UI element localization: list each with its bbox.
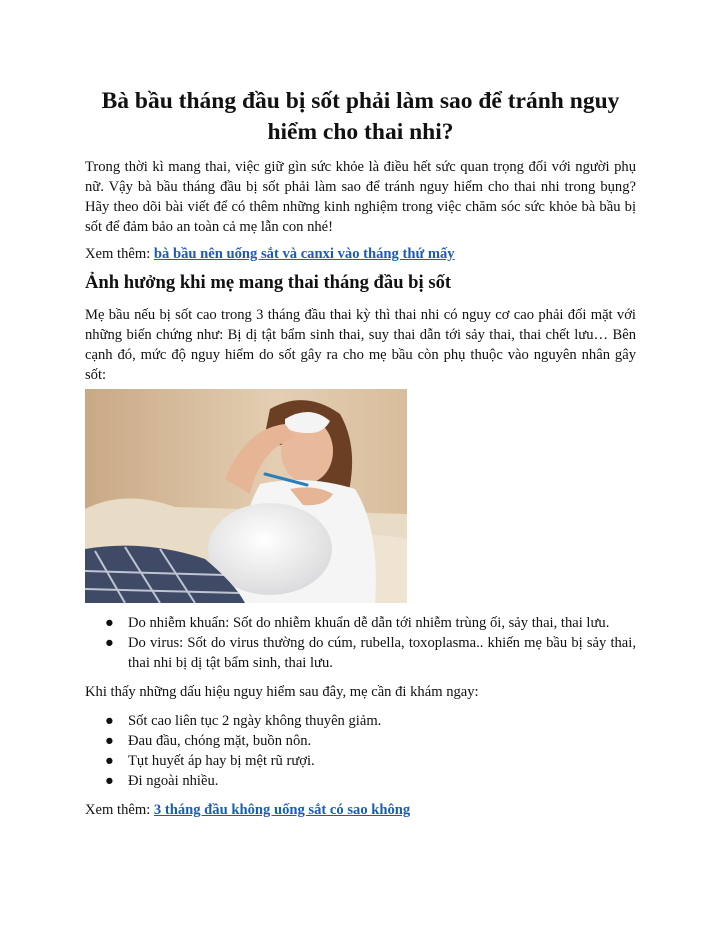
list-item-text: Đau đầu, chóng mặt, buồn nôn. xyxy=(128,733,312,749)
warning-paragraph: Khi thấy những dấu hiệu nguy hiểm sau đây, mẹ cần đi khám ngay: xyxy=(85,684,479,700)
see-also-2-link[interactable]: 3 tháng đầu không uống sắt có sao không xyxy=(153,802,411,818)
see-also-1-prefix: Xem thêm: xyxy=(85,246,154,262)
list-item xyxy=(85,711,636,731)
list-item xyxy=(85,771,636,791)
list-item-text: Do virus: Sốt do virus thường do cúm, rubella, toxoplasma.. khiến mẹ bầu bị sảy thai, thai nhi bị dị tật bẩm sinh, thai lưu. xyxy=(128,635,636,671)
fever-causes-list xyxy=(85,613,636,673)
intro-paragraph: Trong thời kì mang thai, việc giữ gìn sức khỏe là điều hết sức quan trọng đối với người phụ nữ. Vậy bà bầu tháng đầu bị sốt phải làm sao để tránh nguy hiểm cho thai nhi trong bụng? Hãy theo dõi bài viết để có thêm những kinh nghiệm trong việc chăm sóc sức khỏe bà bầu bị sốt để đảm bảo an toàn cả mẹ lẫn con nhé! xyxy=(85,159,636,235)
see-also-1-link[interactable]: bà bầu nên uống sắt và canxi vào tháng thứ mấy xyxy=(153,246,455,262)
bullet-icon: ● xyxy=(105,773,114,789)
see-also-2 xyxy=(85,800,636,820)
list-item-text: Đi ngoài nhiều. xyxy=(128,773,219,789)
bullet-icon: ● xyxy=(105,733,114,749)
see-also-1 xyxy=(85,244,636,264)
bullet-icon: ● xyxy=(105,615,114,631)
section-heading: Ảnh hưởng khi mẹ mang thai tháng đầu bị sốt xyxy=(85,272,452,293)
bullet-icon: ● xyxy=(105,753,114,769)
list-item xyxy=(85,613,636,633)
list-item xyxy=(85,751,636,771)
see-also-2-prefix: Xem thêm: xyxy=(85,802,154,818)
list-item xyxy=(85,731,636,751)
effects-paragraph: Mẹ bầu nếu bị sốt cao trong 3 tháng đầu thai kỳ thì thai nhi có nguy cơ cao phải đối mặt với những biến chứng như: Bị dị tật bẩm sinh thai, suy thai dẫn tới sảy thai, thai chết lưu… Bên cạnh đó, mức độ nguy hiểm do sốt gây ra cho mẹ bầu còn phụ thuộc vào nguyên nhân gây sốt: xyxy=(85,307,636,383)
list-item-text: Do nhiễm khuẩn: Sốt do nhiễm khuẩn dễ dẫn tới nhiễm trùng ối, sảy thai, thai lưu. xyxy=(128,615,610,631)
pregnant-woman-fever-photo xyxy=(85,389,407,603)
list-item xyxy=(85,633,636,673)
bullet-icon: ● xyxy=(105,635,114,651)
page-title: Bà bầu tháng đầu bị sốt phải làm sao để tránh nguy hiểm cho thai nhi? xyxy=(101,88,620,145)
list-item-text: Tụt huyết áp hay bị mệt rũ rượi. xyxy=(128,753,315,769)
list-item-text: Sốt cao liên tục 2 ngày không thuyên giảm. xyxy=(128,713,382,729)
bullet-icon: ● xyxy=(105,713,114,729)
danger-signs-list xyxy=(85,711,636,791)
